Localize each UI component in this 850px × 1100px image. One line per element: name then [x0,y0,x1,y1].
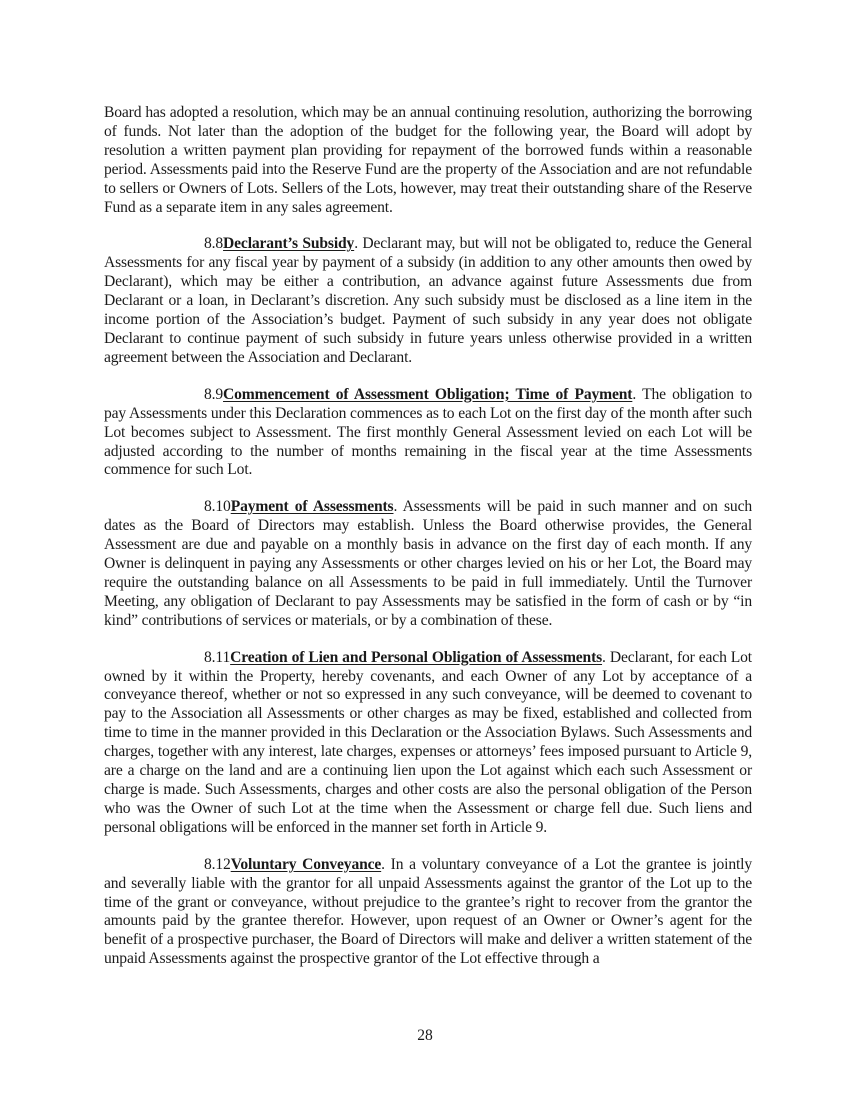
section-body: . Declarant may, but will not be obligated to, reduce the General Assessments for any fiscal year by payment of a subsidy (in addition to any other amounts then owed by Declarant), which may be either a contribution, an advance against future Assessments due from Declarant or a loan, in Declarant’s discretion. Any such subsidy must be disclosed as a line item in the income portion of the Association’s budget. Payment of such subsidy in any year does not obligate Declarant to continue payment of such subsidy in future years unless otherwise provided in a written agreement between the Association and Declarant. [104,235,753,366]
section-8-8 [104,235,752,367]
section-title: Declarant’s Subsidy [223,235,355,253]
document-body [104,104,752,987]
section-body: . In a voluntary conveyance of a Lot the grantee is jointly and severally liable with the grantor for all unpaid Assessments against the grantor of the Lot up to the time of the grant or conveyance, without prejudice to the grantee’s right to recover from the grantor the amounts paid by the grantee therefor. However, upon request of an Owner or Owner’s agent for the benefit of a prospective purchaser, the Board of Directors will make and deliver a written statement of the unpaid Assessments against the prospective grantor of the Lot effective through a [104,855,752,968]
section-title: Voluntary Conveyance [230,855,382,873]
section-body: . The obligation to pay Assessments under this Declaration commences as to each Lot on the first day of the month after such Lot becomes subject to Assessment. The first monthly General Assessment levied on each Lot will be adjusted according to the number of months remaining in the fiscal year at the time Assessments commence for such Lot. [104,385,752,479]
intro-paragraph: Board has adopted a resolution, which may be an annual continuing resolution, authorizing the borrowing of funds. Not later than the adoption of the budget for the following year, the Board will adopt by resolution a written payment plan providing for repayment of the borrowed funds within a reasonable period. Assessments paid into the Reserve Fund are the property of the Association and are not refundable to sellers or Owners of Lots. Sellers of the Lots, however, may treat their outstanding share of the Reserve Fund as a separate item in any sales agreement. [104,104,752,216]
section-number: 8.12 [204,855,231,873]
section-title: Payment of Assessments [230,498,394,516]
section-8-10 [104,498,752,630]
section-number: 8.9 [204,385,224,403]
section-8-11 [104,649,752,838]
section-title: Creation of Lien and Personal Obligation of Assessments [230,648,603,666]
section-body: . Declarant, for each Lot owned by it within the Property, hereby covenants, and each Owner of any Lot by acceptance of a conveyance thereof, whether or not so expressed in any such conveyance, will be deemed to covenant to pay to the Association all Assessments or other charges as may be fixed, established and collected from time to time in the manner provided in this Declaration or the Association Bylaws. Such Assessments and charges, together with any interest, late charges, expenses or attorneys’ fees imposed pursuant to Article 9, are a charge on the land and are a continuing lien upon the Lot against which each such Assessment or charge is made. Such Assessments, charges and other costs are also the personal obligation of the Person who was the Owner of such Lot at the time when the Assessment or charge fell due. Such liens and personal obligations will be enforced in the manner set forth in Article 9. [104,648,752,836]
page-number: 28 [417,1027,433,1044]
section-body: . Assessments will be paid in such manner and on such dates as the Board of Directors may establish. Unless the Board otherwise provides, the General Assessment are due and payable on a monthly basis in advance on the first day of each month. If any Owner is delinquent in paying any Assessments or other charges levied on his or her Lot, the Board may require the outstanding balance on all Assessments to be paid in full immediately. Until the Turnover Meeting, any obligation of Declarant to pay Assessments may be satisfied in the form of cash or by “in kind” contributions of services or materials, or by a combination of these. [104,498,753,629]
section-number: 8.10 [204,498,231,516]
section-8-9 [104,386,752,481]
section-number: 8.8 [204,235,224,253]
section-number: 8.11 [204,648,231,666]
section-title: Commencement of Assessment Obligation; Time of Payment [223,385,633,403]
section-8-12 [104,856,752,969]
